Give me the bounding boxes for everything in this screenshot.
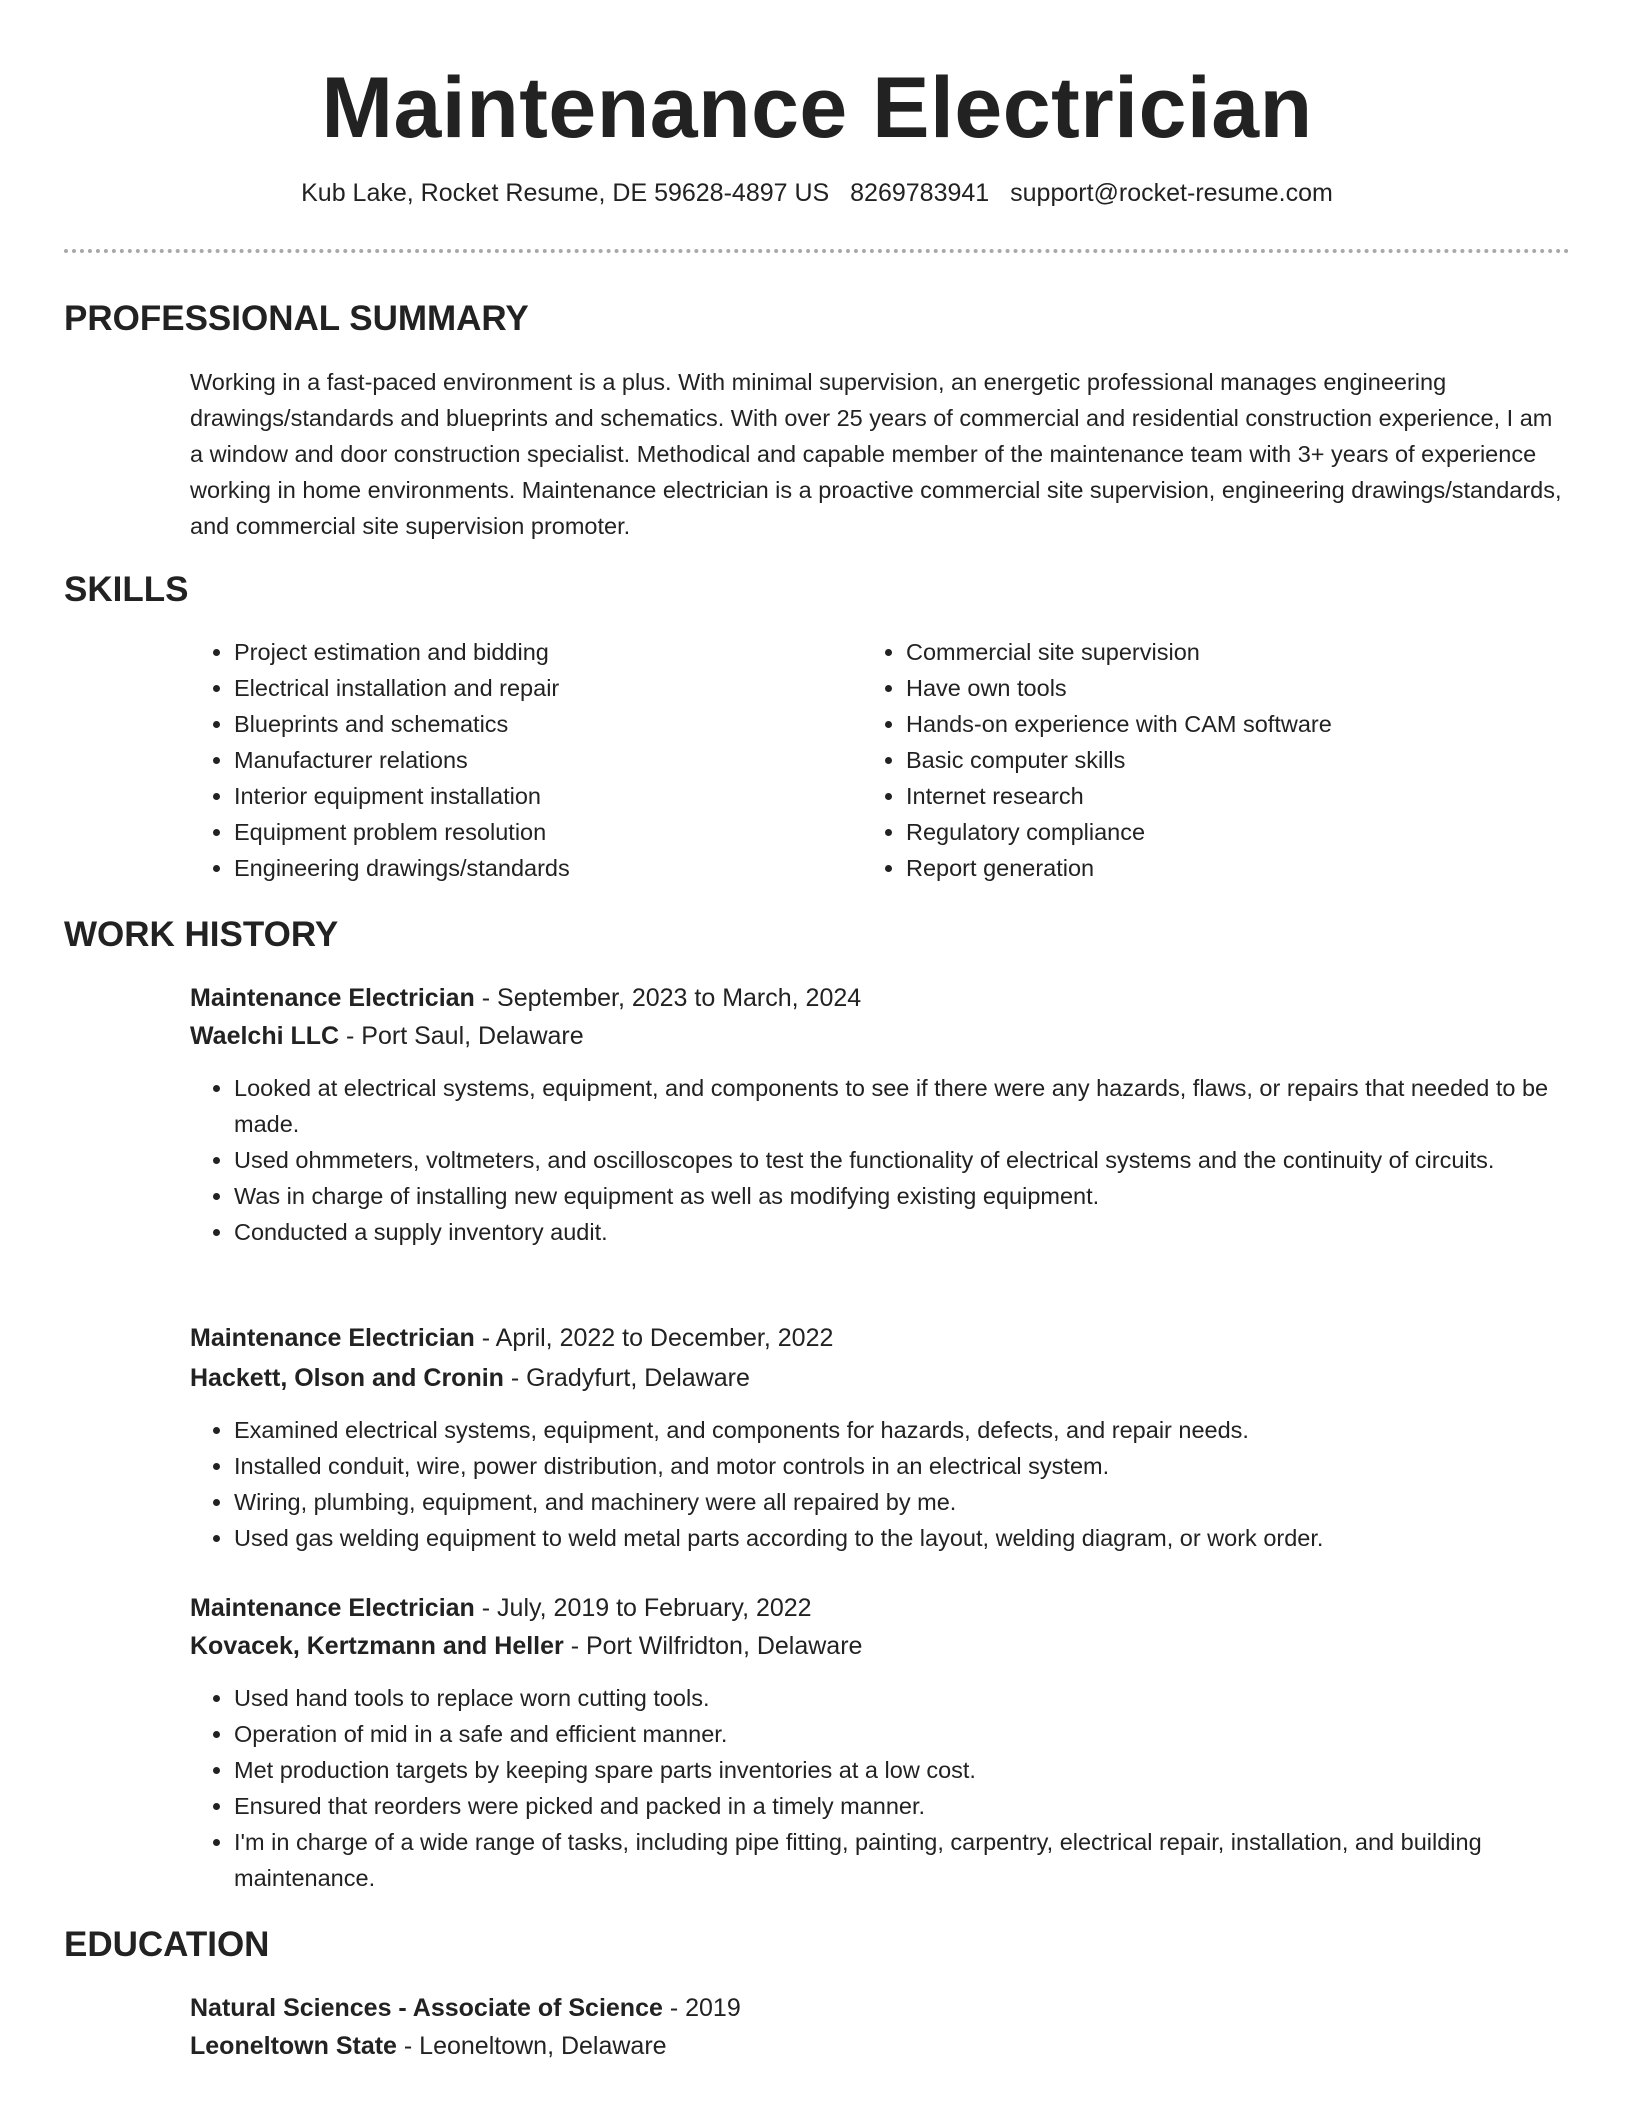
skill-item: • Regulatory compliance <box>906 814 1562 850</box>
job-bullets <box>190 1412 1570 1556</box>
skills-left-column <box>190 634 860 886</box>
job-bullet: • I'm in charge of a wide range of tasks, including pipe fitting, painting, carpentry, electrical repair, installation, and building maintenance. <box>234 1824 1570 1896</box>
job-bullet: • Met production targets by keeping spare parts inventories at a low cost. <box>234 1752 1570 1788</box>
skill-item: • Internet research <box>906 778 1562 814</box>
job-dates: - September, 2023 to March, 2024 <box>474 984 862 1012</box>
skills-left-list <box>190 634 860 886</box>
job-entry <box>190 1590 1570 1896</box>
skill-item: • Project estimation and bidding <box>234 634 860 670</box>
work-history-heading: WORK HISTORY <box>64 915 339 954</box>
resume-page <box>64 0 1570 2060</box>
education-degree: Natural Sciences - Associate of Science <box>190 1994 663 2022</box>
skill-item: • Commercial site supervision <box>906 634 1562 670</box>
skill-item: • Equipment problem resolution <box>234 814 860 850</box>
education-degree-line <box>190 1990 1570 2026</box>
skill-item: • Blueprints and schematics <box>234 706 860 742</box>
job-bullet: • Ensured that reorders were picked and packed in a timely manner. <box>234 1788 1570 1824</box>
education-location: - Leoneltown, Delaware <box>396 2032 667 2060</box>
job-role: Maintenance Electrician <box>190 1594 475 1622</box>
skill-item: • Electrical installation and repair <box>234 670 860 706</box>
job-company: Waelchi LLC <box>190 1022 340 1050</box>
skill-item: • Hands-on experience with CAM software <box>906 706 1562 742</box>
job-bullet: • Used hand tools to replace worn cutting tools. <box>234 1680 1570 1716</box>
skills-heading: SKILLS <box>64 570 189 609</box>
job-bullets <box>190 1680 1570 1896</box>
job-company-line <box>190 1360 1570 1396</box>
skill-item: • Have own tools <box>906 670 1562 706</box>
education-heading: EDUCATION <box>64 1925 270 1964</box>
job-dates: - July, 2019 to February, 2022 <box>474 1594 812 1622</box>
contact-phone: 8269783941 <box>850 179 990 207</box>
job-entry <box>190 1320 1570 1556</box>
header-divider <box>64 249 1570 253</box>
skills-right-list <box>862 634 1562 886</box>
education-school-line <box>190 2028 1570 2064</box>
summary-section <box>190 364 1570 544</box>
job-bullet: • Conducted a supply inventory audit. <box>234 1214 1570 1250</box>
job-location: - Port Saul, Delaware <box>339 1022 584 1050</box>
skill-item: • Basic computer skills <box>906 742 1562 778</box>
job-entry <box>190 980 1570 1250</box>
job-bullet: • Examined electrical systems, equipment, and components for hazards, defects, and repair needs. <box>234 1412 1570 1448</box>
candidate-name: Maintenance Electrician <box>321 60 1313 156</box>
skills-right-column <box>862 634 1562 886</box>
contact-line <box>64 178 1570 208</box>
summary-heading: PROFESSIONAL SUMMARY <box>64 299 529 338</box>
skill-item: • Interior equipment installation <box>234 778 860 814</box>
job-bullet: • Operation of mid in a safe and efficient manner. <box>234 1716 1570 1752</box>
job-role: Maintenance Electrician <box>190 984 475 1012</box>
skill-item: • Engineering drawings/standards <box>234 850 860 886</box>
job-company-line <box>190 1628 1570 1664</box>
skill-item: • Manufacturer relations <box>234 742 860 778</box>
contact-address: Kub Lake, Rocket Resume, DE 59628-4897 US <box>301 179 830 207</box>
job-bullet: • Looked at electrical systems, equipment, and components to see if there were any hazards, flaws, or repairs that needed to be made. <box>234 1070 1570 1142</box>
job-company-line <box>190 1018 1570 1054</box>
summary-text: Working in a fast-paced environment is a plus. With minimal supervision, an energetic professional manages engineering drawings/standards and blueprints and schematics. With over 25 years of commercial and residential construction experience, I am a window and door construction specialist. Methodical and capable member of the maintenance team with 3+ years of experience working in home environments. Maintenance electrician is a proactive commercial site supervision, engineering drawings/standards, and commercial site supervision promoter. <box>190 369 1562 539</box>
job-location: - Port Wilfridton, Delaware <box>563 1632 863 1660</box>
job-company: Kovacek, Kertzmann and Heller <box>190 1632 564 1660</box>
job-title-line <box>190 1320 1570 1356</box>
job-dates: - April, 2022 to December, 2022 <box>474 1324 834 1352</box>
job-bullet: • Wiring, plumbing, equipment, and machinery were all repaired by me. <box>234 1484 1570 1520</box>
job-company: Hackett, Olson and Cronin <box>190 1364 504 1392</box>
education-year: - 2019 <box>662 1994 741 2022</box>
job-bullet: • Used ohmmeters, voltmeters, and oscilloscopes to test the functionality of electrical systems and the continuity of circuits. <box>234 1142 1570 1178</box>
skill-item: • Report generation <box>906 850 1562 886</box>
job-title-line <box>190 980 1570 1016</box>
job-bullet: • Installed conduit, wire, power distribution, and motor controls in an electrical system. <box>234 1448 1570 1484</box>
contact-email: support@rocket-resume.com <box>1010 179 1333 207</box>
job-title-line <box>190 1590 1570 1626</box>
job-bullets <box>190 1070 1570 1250</box>
education-entry <box>190 1990 1570 2064</box>
skills-section <box>190 634 1570 894</box>
job-role: Maintenance Electrician <box>190 1324 475 1352</box>
job-location: - Gradyfurt, Delaware <box>503 1364 750 1392</box>
job-bullet: • Used gas welding equipment to weld metal parts according to the layout, welding diagram, or work order. <box>234 1520 1570 1556</box>
job-bullet: • Was in charge of installing new equipment as well as modifying existing equipment. <box>234 1178 1570 1214</box>
education-school: Leoneltown State <box>190 2032 397 2060</box>
